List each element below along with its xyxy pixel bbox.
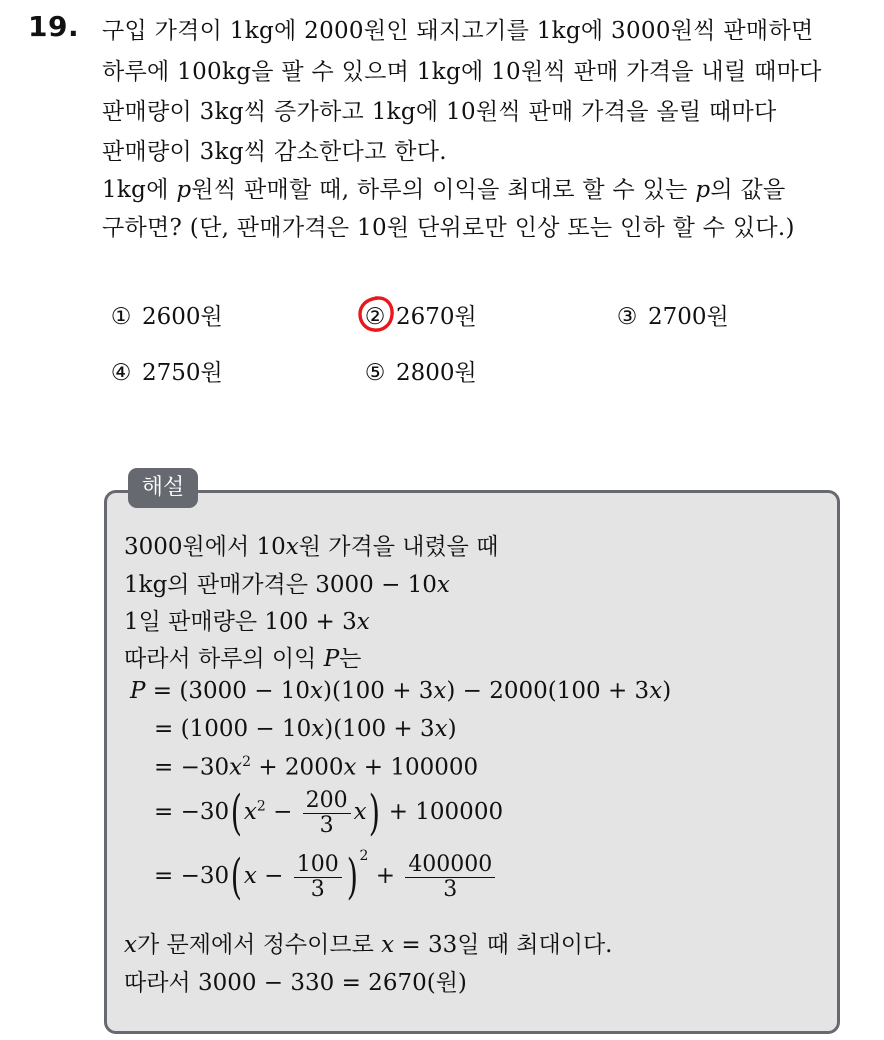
- choice-3[interactable]: [614, 298, 729, 331]
- var-p: p: [176, 177, 192, 203]
- solution-line-4: 따라서 하루의 이익 P는: [124, 646, 362, 672]
- solution-line-10: x가 문제에서 정수이므로 x = 33일 때 최대이다.: [124, 932, 613, 958]
- choice-text: 2700원: [648, 304, 729, 330]
- solution-line-8: = $-30(x^2$ − $\frac{200}{3}$ x) + 100000: [154, 785, 504, 841]
- question-line-1: 구입 가격이 1kg에 2000원인 돼지고기를 1kg에 3000원씩 판매하면: [102, 18, 814, 44]
- solution-tag: 해설: [128, 468, 198, 508]
- choice-text: 2800원: [396, 360, 477, 386]
- choice-text: 2670원: [396, 304, 477, 330]
- solution-line-1: 3000원에서 10x원 가격을 내렸을 때: [124, 534, 499, 560]
- text-seg: 의 값을: [710, 177, 786, 203]
- choice-mark: ①: [110, 304, 132, 330]
- solution-line-6: = (1000 − 10x)(100 + 3x): [154, 716, 457, 742]
- right-paren: ): [368, 785, 380, 841]
- left-paren: (: [230, 849, 243, 905]
- question-number: 19.: [28, 10, 80, 43]
- question-line-3: 판매량이 3kg씩 증가하고 1kg에 10원씩 판매 가격을 올릴 때마다: [102, 99, 777, 125]
- solution-line-7: = $-30x^2 + 2000x + 100000$: [154, 754, 479, 781]
- left-paren: (: [230, 785, 243, 841]
- fraction: $\frac{400000}{3}$: [405, 853, 495, 900]
- solution-line-9: = −30(x − $\frac{100}{3}$ ) $^2$ + $\frac{400000}{3}$: [154, 853, 498, 901]
- choice-text: 2600원: [142, 304, 223, 330]
- choice-text: 2750원: [142, 360, 223, 386]
- choice-1[interactable]: [108, 298, 223, 331]
- solution-line-2: 1kg의 판매가격은 3000 − 10x: [124, 572, 450, 598]
- text-seg: 1kg에: [102, 177, 177, 203]
- choice-mark: ②: [364, 304, 386, 330]
- text-seg: 원씩 판매할 때, 하루의 이익을 최대로 할 수 있는: [191, 177, 696, 203]
- right-paren: ): [346, 849, 358, 905]
- solution-line-11: 따라서 3000 − 330 = 2670(원): [124, 970, 467, 996]
- choice-mark: ④: [110, 360, 132, 386]
- var-p: p: [695, 177, 711, 203]
- question-line-5: [102, 171, 786, 204]
- solution-line-3: 1일 판매량은 100 + 3x: [124, 609, 370, 635]
- question-line-2: 하루에 100kg을 팔 수 있으며 1kg에 10원씩 판매 가격을 내릴 때마다: [102, 59, 822, 85]
- choice-5[interactable]: [362, 354, 477, 387]
- fraction: $\frac{100}{3}$: [294, 853, 342, 900]
- answer-circle-icon: [356, 294, 396, 334]
- question-line-6: 구하면? (단, 판매가격은 10원 단위로만 인상 또는 인하 할 수 있다.): [102, 215, 795, 241]
- choice-4[interactable]: [108, 354, 223, 387]
- solution-line-5: P = (3000 − 10x)(100 + 3x) − 2000(100 + 3x): [130, 678, 672, 704]
- choice-mark: ⑤: [364, 360, 386, 386]
- choice-mark: ③: [616, 304, 638, 330]
- fraction: $\frac{200}{3}$: [303, 789, 351, 836]
- question-line-4: 판매량이 3kg씩 감소한다고 한다.: [102, 139, 447, 165]
